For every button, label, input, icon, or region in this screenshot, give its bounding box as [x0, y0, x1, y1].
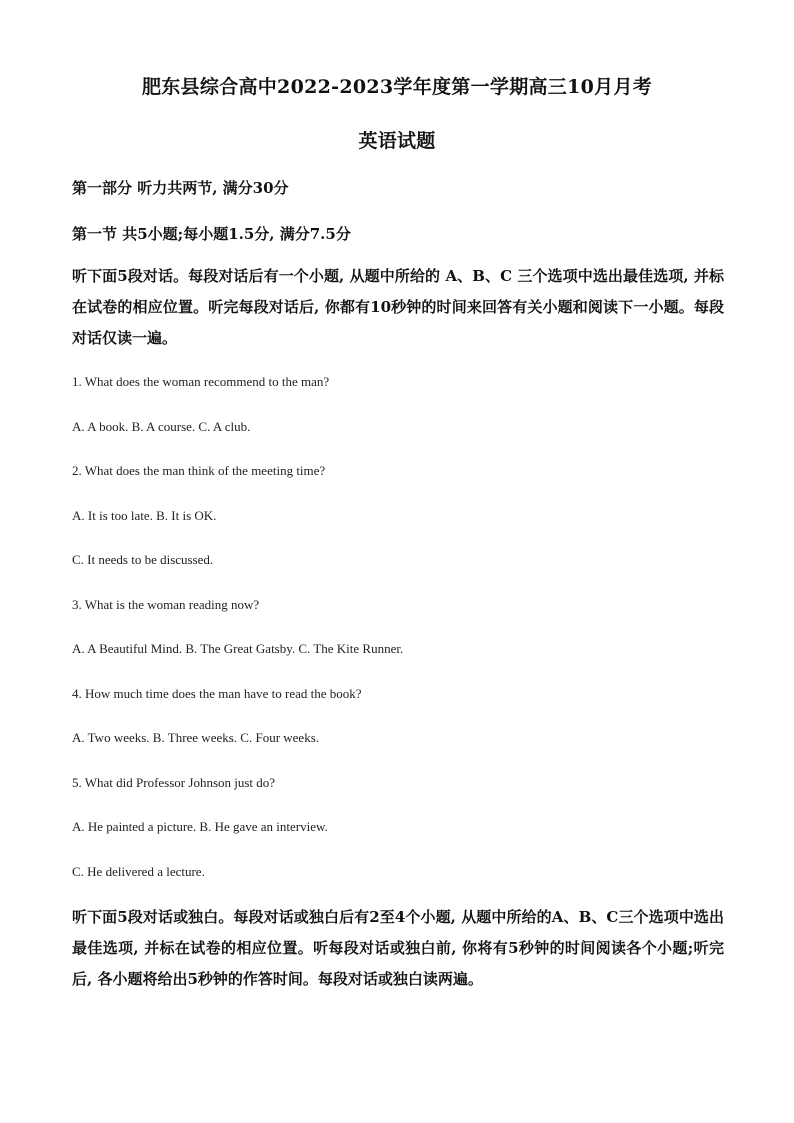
- question-line: 4. How much time does the man have to read the book?: [72, 686, 362, 701]
- question-line: 5. What did Professor Johnson just do?: [72, 775, 276, 790]
- question-line: 2. What does the man think of the meeting time?: [72, 463, 326, 478]
- exam-subtitle: 英语试题: [358, 130, 436, 152]
- option-line: A. It is too late. B. It is OK.: [72, 508, 217, 523]
- part-heading: 第一部分 听力共两节, 满分30分: [72, 179, 289, 197]
- section-heading: 第一节 共5小题;每小题1.5分, 满分7.5分: [72, 225, 351, 243]
- option-line: A. A book. B. A course. C. A club.: [72, 419, 251, 434]
- question-line: 1. What does the woman recommend to the man?: [72, 374, 330, 389]
- option-line: A. Two weeks. B. Three weeks. C. Four weeks.: [72, 730, 320, 745]
- instructions-paragraph-1: 听下面5段对话。每段对话后有一个小题, 从题中所给的 A、B、C 三个选项中选出最佳选项, 并标在试卷的相应位置。听完每段对话后, 你都有10秒钟的时间来回答有关小题和阅读下一小题。每段对话仅读一遍。: [72, 267, 724, 347]
- exam-title: 肥东县综合高中2022-2023学年度第一学期高三10月月考: [141, 76, 653, 98]
- question-line: 3. What is the woman reading now?: [72, 597, 260, 612]
- option-line: C. It needs to be discussed.: [72, 552, 214, 567]
- instructions-paragraph-2: 听下面5段对话或独白。每段对话或独白后有2至4个小题, 从题中所给的A、B、C三个选项中选出最佳选项, 并标在试卷的相应位置。听每段对话或独白前, 你将有5秒钟的时间阅读各个小题;听完后, 各小题将给出5秒钟的作答时间。每段对话或独白读两遍。: [72, 908, 724, 988]
- option-line: A. A Beautiful Mind. B. The Great Gatsby. C. The Kite Runner.: [72, 641, 404, 656]
- option-line: C. He delivered a lecture.: [72, 864, 205, 879]
- option-line: A. He painted a picture. B. He gave an interview.: [72, 819, 328, 834]
